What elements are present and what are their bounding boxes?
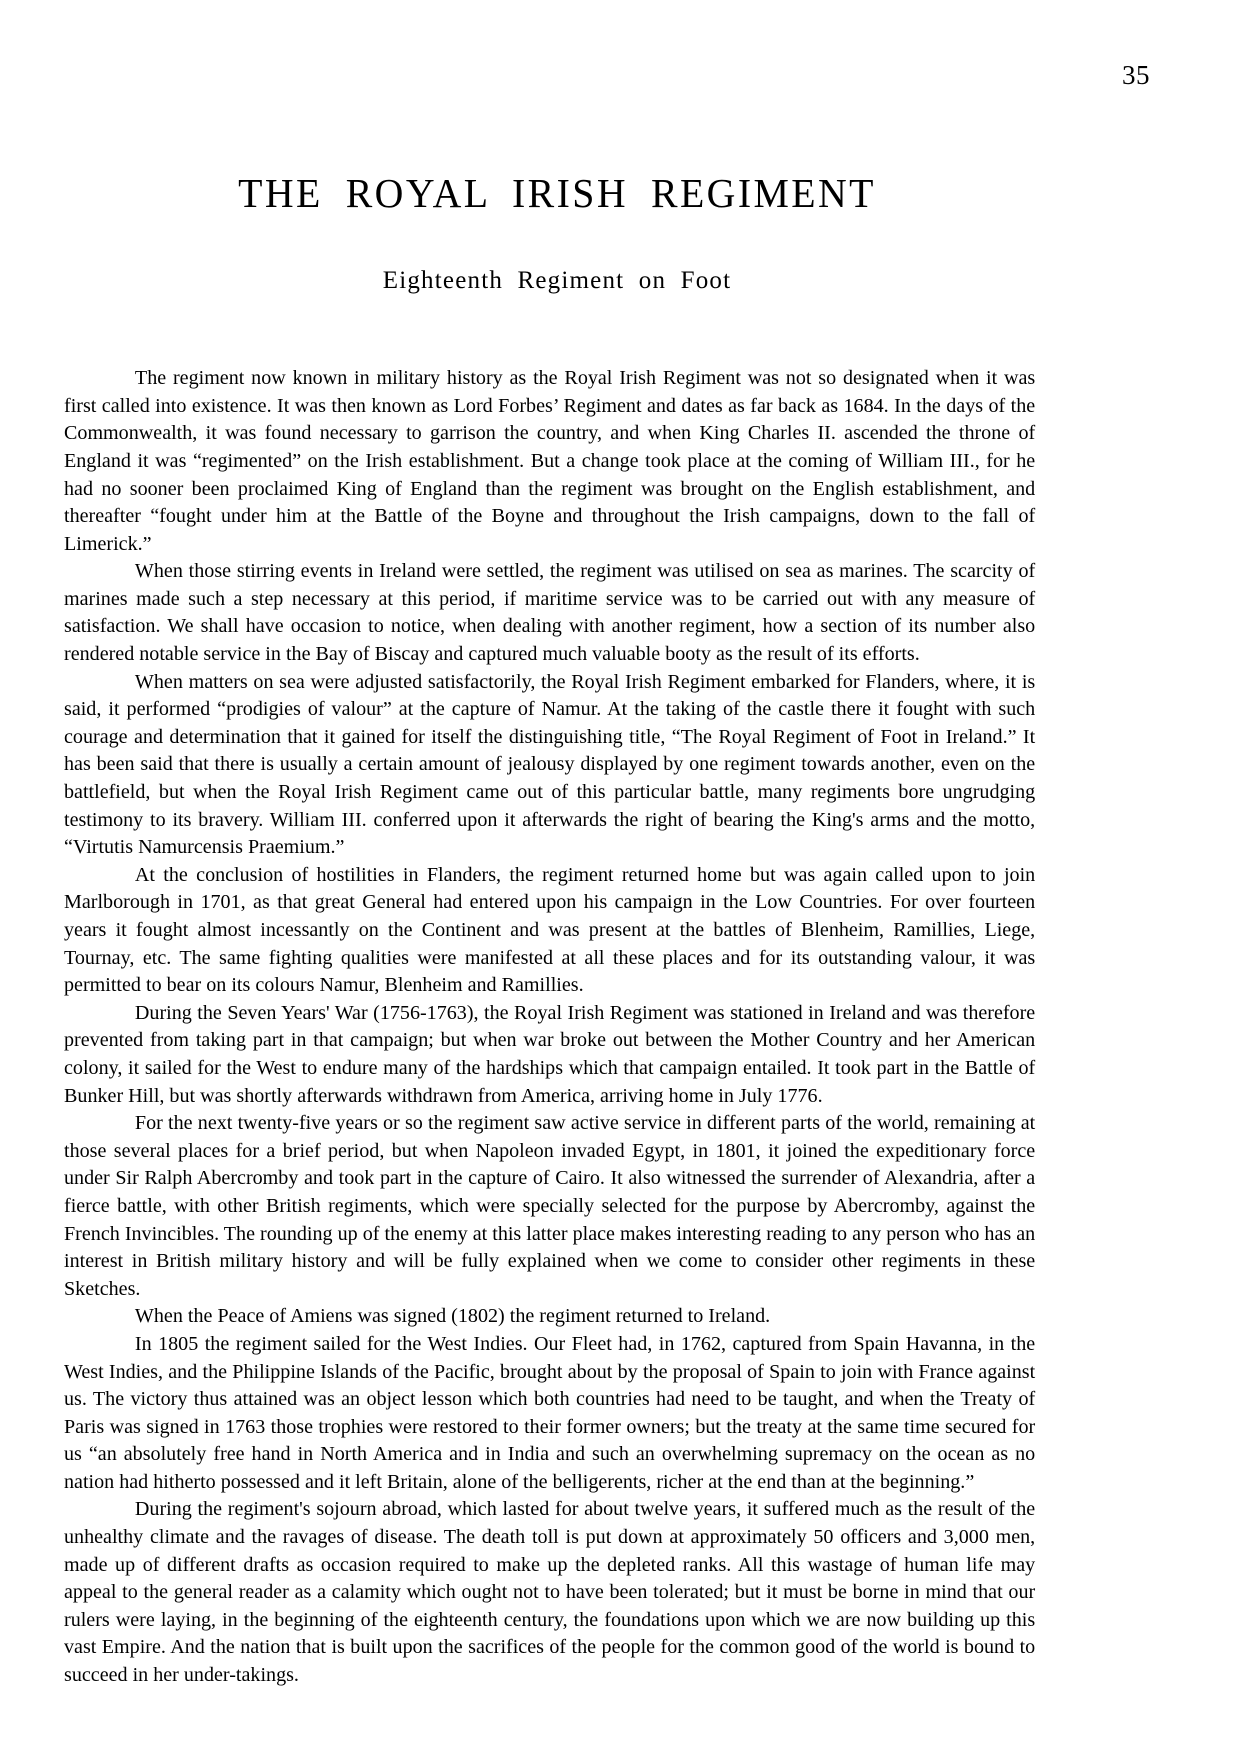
body-paragraph: When matters on sea were adjusted satisfactorily, the Royal Irish Regiment embarked for Flanders, where, it is said, it performed “prodigies of valour” at the capture of Namur. At the taking of the castle there it fought with such courage and determination that it gained for itself the distinguishing title, “The Royal Regiment of Foot in Ireland.” It has been said that there is usually a certain amount of jealousy displayed by one regiment towards another, even on the battlefield, but when the Royal Irish Regiment came out of this particular battle, many regiments bore ungrudging testimony to its bravery. William III. conferred upon it afterwards the right of bearing the King's arms and the motto, “Virtutis Namurcensis Praemium.” — [64, 670, 1036, 859]
body-paragraph: During the regiment's sojourn abroad, which lasted for about twelve years, it suffered much as the result of the unhealthy climate and the ravages of disease. The death toll is put down at approximately 50 officers and 3,000 men, made up of different drafts as occasion required to make up the depleted ranks. All this wastage of human life may appeal to the general reader as a calamity which ought not to have been tolerated; but it must be borne in mind that our rulers were laying, in the beginning of the eighteenth century, the foundations upon which we are now building up this vast Empire. And the nation that is built upon the sacrifices of the people for the common good of the world is bound to succeed in her under-takings. — [64, 1498, 1036, 1687]
body-paragraph: When the Peace of Amiens was signed (1802) the regiment returned to Ireland. — [134, 1305, 771, 1328]
page-subtitle: Eighteenth Regiment on Foot — [382, 267, 732, 295]
body-paragraph: For the next twenty-five years or so the regiment saw active service in different parts of the world, remaining at those several places for a brief period, but when Napoleon invaded Egypt, in 1801, it joined the expeditionary force under Sir Ralph Abercromby and took part in the capture of Cairo. It also witnessed the surrender of Alexandria, after a fierce battle, with other British regiments, which were specially selected for the purpose by Abercromby, against the French Invincibles. The rounding up of the enemy at this latter place makes interesting reading to any person who has an interest in British military history and will be fully explained when we come to consider other regiments in these Sketches. — [64, 1112, 1036, 1300]
body-paragraph: When those stirring events in Ireland were settled, the regiment was utilised on sea as marines. The scarcity of marines made such a step necessary at this period, if maritime service was to be carried out with any measure of satisfaction. We shall have occasion to notice, when dealing with another regiment, how a section of its number also rendered notable service in the Bay of Biscay and captured much valuable booty as the result of its efforts. — [64, 560, 1036, 666]
page-title: THE ROYAL IRISH REGIMENT — [238, 170, 876, 216]
body-paragraph: During the Seven Years' War (1756-1763), the Royal Irish Regiment was stationed in Ireland and was therefore prevented from taking part in that campaign; but when war broke out between the Mother Country and her American colony, it sailed for the West to endure many of the hardships which that campaign entailed. It took part in the Battle of Bunker Hill, but was shortly afterwards withdrawn from America, arriving home in July 1776. — [64, 1001, 1036, 1107]
page-number: 35 — [1122, 60, 1150, 90]
body-text — [64, 365, 1035, 1690]
body-paragraph: The regiment now known in military history as the Royal Irish Regiment was not so designated when it was first called into existence. It was then known as Lord Forbes’ Regiment and dates as far back as 1684. In the days of the Commonwealth, it was found necessary to garrison the country, and when King Charles II. ascended the throne of England it was “regimented” on the Irish establishment. But a change took place at the coming of William III., for he had no sooner been proclaimed King of England than the regiment was brought on the English establishment, and thereafter “fought under him at the Battle of the Boyne and throughout the Irish campaigns, down to the fall of Limerick.” — [64, 367, 1036, 555]
page-content — [64, 170, 1050, 1690]
body-paragraph: At the conclusion of hostilities in Flanders, the regiment returned home but was again called upon to join Marlborough in 1701, as that great General had entered upon his campaign in the Low Countries. For over fourteen years it fought almost incessantly on the Continent and was present at the battles of Blenheim, Ramillies, Liege, Tournay, etc. The same fighting qualities were manifested at all these places and for its outstanding valour, it was permitted to bear on its colours Namur, Blenheim and Ramillies. — [64, 863, 1036, 997]
body-paragraph: In 1805 the regiment sailed for the West Indies. Our Fleet had, in 1762, captured from Spain Havanna, in the West Indies, and the Philippine Islands of the Pacific, brought about by the proposal of Spain to join with France against us. The victory thus attained was an object lesson which both countries had need to be taught, and when the Treaty of Paris was signed in 1763 those trophies were restored to their former owners; but the treaty at the same time secured for us “an absolutely free hand in North America and in India and such an overwhelming supremacy on the ocean as no nation had hitherto possessed and it left Britain, alone of the belligerents, richer at the end than at the beginning.” — [64, 1332, 1036, 1493]
